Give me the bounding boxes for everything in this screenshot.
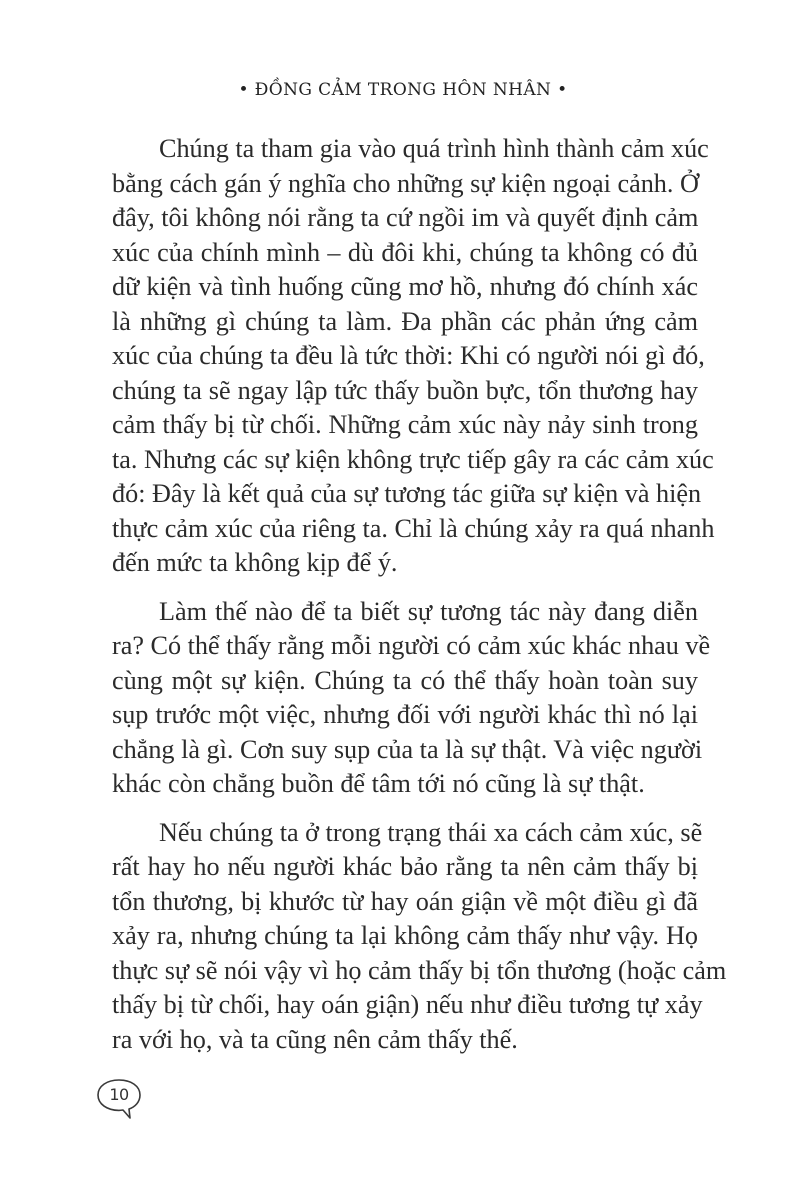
text-line: cùng một sự kiện. Chúng ta có thể thấy hoàn toàn suy bbox=[112, 665, 698, 695]
paragraph-2 bbox=[112, 595, 711, 802]
body-text bbox=[112, 132, 727, 1071]
text-line: thấy bị từ chối, hay oán giận) nếu như điều tương tự xảy bbox=[112, 990, 703, 1019]
text-line: chẳng là gì. Cơn suy sụp của ta là sự thật. Và việc người bbox=[112, 734, 703, 764]
text-line: cảm thấy bị từ chối. Những cảm xúc này nảy sinh trong bbox=[112, 410, 698, 439]
text-line: xúc của chính mình – dù đôi khi, chúng ta không có đủ bbox=[112, 237, 698, 267]
text-line: sụp trước một việc, nhưng đối với người khác thì nó lại bbox=[112, 700, 698, 729]
page-number: 10 bbox=[109, 1085, 129, 1104]
paragraph-3 bbox=[112, 816, 727, 1058]
text-line: xảy ra, nhưng chúng ta lại không cảm thấy như vậy. Họ bbox=[112, 921, 698, 950]
text-line: Làm thế nào để ta biết sự tương tác này đang diễn bbox=[159, 596, 698, 626]
text-line: Nếu chúng ta ở trong trạng thái xa cách cảm xúc, sẽ bbox=[159, 817, 703, 847]
running-header: • ĐỒNG CẢM TRONG HÔN NHÂN • bbox=[238, 80, 568, 100]
paragraph-1 bbox=[112, 132, 715, 581]
page-number-badge bbox=[96, 1078, 142, 1118]
text-line: bằng cách gán ý nghĩa cho những sự kiện ngoại cảnh. Ở bbox=[112, 168, 699, 198]
text-line: ra? Có thể thấy rằng mỗi người có cảm xúc khác nhau về bbox=[112, 631, 711, 660]
text-line: rất hay ho nếu người khác bảo rằng ta nên cảm thấy bị bbox=[112, 852, 698, 881]
text-line: ta. Nhưng các sự kiện không trực tiếp gây ra các cảm xúc bbox=[112, 444, 714, 474]
text-line: khác còn chẳng buồn để tâm tới nó cũng là sự thật. bbox=[112, 769, 645, 798]
text-line: xúc của chúng ta đều là tức thời: Khi có người nói gì đó, bbox=[112, 341, 705, 370]
text-line: thực sự sẽ nói vậy vì họ cảm thấy bị tổn thương (hoặc cảm bbox=[112, 955, 727, 985]
text-line: đây, tôi không nói rằng ta cứ ngồi im và quyết định cảm bbox=[112, 203, 699, 232]
text-line: thực cảm xúc của riêng ta. Chỉ là chúng xảy ra quá nhanh bbox=[112, 513, 715, 543]
text-line: tổn thương, bị khước từ hay oán giận về một điều gì đã bbox=[112, 886, 698, 916]
text-line: đến mức ta không kịp để ý. bbox=[112, 548, 398, 577]
text-line: chúng ta sẽ ngay lập tức thấy buồn bực, tổn thương hay bbox=[112, 375, 698, 405]
text-line: là những gì chúng ta làm. Đa phần các phản ứng cảm bbox=[112, 306, 698, 336]
text-line: Chúng ta tham gia vào quá trình hình thành cảm xúc bbox=[159, 134, 709, 163]
text-line: đó: Đây là kết quả của sự tương tác giữa sự kiện và hiện bbox=[112, 479, 702, 508]
text-line: dữ kiện và tình huống cũng mơ hồ, nhưng đó chính xác bbox=[112, 272, 698, 301]
text-line: ra với họ, và ta cũng nên cảm thấy thế. bbox=[112, 1024, 518, 1054]
